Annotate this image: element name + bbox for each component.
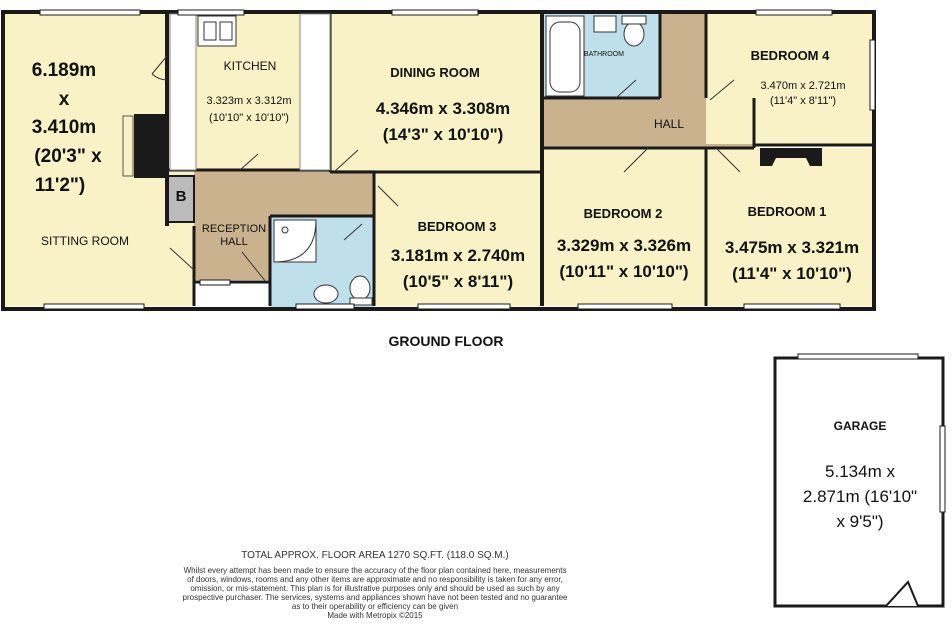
shower-tray (274, 220, 316, 262)
garage-dim-3: x 9'5") (836, 512, 884, 531)
bedroom-4-dim-2: (11'4" x 8'11") (769, 95, 837, 107)
window (40, 10, 140, 15)
disclaimer-line: prospective purchaser. The services, systems and appliances shown have not been tested and no guarantee (182, 593, 568, 602)
window (296, 304, 354, 309)
door-swing-front (242, 252, 266, 282)
window (870, 40, 875, 110)
garage-outline (775, 358, 943, 606)
bedroom-4-name: BEDROOM 4 (750, 48, 830, 63)
kitchen-counter (170, 14, 196, 170)
dining-room-dim-1: 4.346m x 3.308m (375, 99, 511, 118)
total-floor-area: TOTAL APPROX. FLOOR AREA 1270 SQ.FT. (118.0 SQ.M.) (241, 550, 509, 561)
garage-name: GARAGE (833, 419, 887, 433)
bedroom-2-dim-1: 3.329m x 3.326m (556, 236, 692, 255)
disclaimer-line: Whilst every attempt has been made to ensure the accuracy of the floor plan contained here, measurements (183, 566, 567, 575)
hall-name: HALL (653, 117, 685, 131)
door-swing-reception (170, 248, 194, 270)
bedroom-1-dim-2: (11'4" x 10'10") (732, 264, 852, 283)
garage-door (798, 354, 918, 359)
disclaimer-line: as to their operability or efficiency can be given (291, 602, 459, 611)
shower-basin (314, 285, 338, 303)
disclaimer-line: of doors, windows, rooms and any other items are approximate and no responsibility is taken for any error, (187, 575, 563, 584)
kitchen-name: KITCHEN (223, 59, 277, 73)
boiler-label: B (175, 188, 187, 205)
door-swing-bath (616, 80, 636, 98)
made-with: Made with Metropix ©2015 (327, 611, 423, 620)
kitchen-dim-1: 3.323m x 3.312m (206, 95, 292, 107)
bedroom-3-dim-1: 3.181m x 2.740m (390, 246, 526, 265)
garage-side-door (886, 582, 918, 606)
sitting-room-dim-3: 3.410m (31, 117, 97, 138)
reception-hall-name-2: HALL (220, 236, 248, 248)
disclaimer-line: omission, or mis-statement. This plan is for illustrative purposes only and should be used as such by any (190, 584, 560, 593)
hearth (123, 116, 133, 176)
door-swing-bed4 (710, 80, 734, 100)
door-swing-kitchen (240, 154, 258, 170)
sitting-room-dim-1: 6.189m (31, 60, 97, 81)
door-swing-bed2 (624, 148, 648, 172)
door-swing-bed3 (378, 186, 398, 206)
garage-window (940, 426, 945, 512)
bedroom-4-dim-1: 3.470m x 2.721m (760, 80, 846, 92)
window (756, 10, 832, 15)
dining-room-dim-2: (14'3" x 10'10") (382, 125, 504, 144)
garage-dim-1: 5.134m x (825, 462, 895, 481)
reception-hall-name-1: RECEPTION (201, 223, 267, 235)
bedroom-3-dim-2: (10'5" x 8'11") (402, 272, 514, 291)
door-swing-sitting (152, 56, 167, 80)
door-swing-dining (334, 150, 358, 172)
disclaimer (150, 566, 600, 620)
window (578, 304, 672, 309)
window (44, 304, 144, 309)
bedroom-2-name: BEDROOM 2 (583, 206, 663, 221)
garage-dim-2: 2.871m (16'10" (802, 487, 918, 506)
sitting-room-dim-5: 11'2") (34, 175, 86, 196)
fireplace (134, 114, 168, 178)
floor-label: GROUND FLOOR (388, 333, 504, 349)
sitting-room-dim-4: (20'3" x (34, 146, 102, 167)
bathroom-basin (594, 16, 616, 32)
bathroom-name: BATHROOM (584, 51, 624, 58)
bedroom-3-name: BEDROOM 3 (417, 219, 497, 234)
sitting-room-name: SITTING ROOM (41, 234, 129, 248)
window (418, 304, 510, 309)
bedroom-1-name: BEDROOM 1 (747, 204, 827, 219)
kitchen-dim-2: (10'10" x 10'10") (209, 112, 289, 124)
window (200, 280, 230, 285)
bedroom-1-dim-1: 3.475m x 3.321m (724, 238, 860, 257)
shower-toilet (350, 276, 370, 300)
fireplace-bedroom-1 (760, 148, 822, 166)
window (392, 10, 478, 15)
window (744, 304, 840, 309)
door-swing-bed1 (716, 148, 740, 172)
door-swing-shower (344, 224, 362, 240)
bedroom-2-dim-2: (10'11" x 10'10") (559, 262, 689, 281)
bathroom-toilet (624, 22, 644, 46)
sitting-room-dim-2: x (58, 89, 70, 110)
dining-room-name: DINING ROOM (390, 65, 480, 80)
window (178, 10, 244, 15)
